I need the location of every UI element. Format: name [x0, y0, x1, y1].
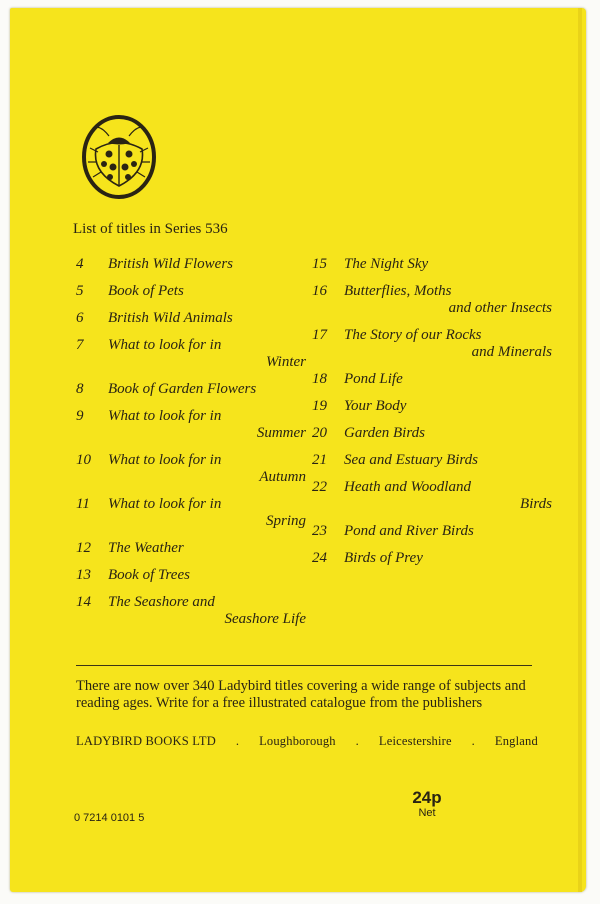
title-number: 5: [76, 283, 84, 299]
title-text-continued: Autumn: [259, 469, 306, 485]
title-list-item: [312, 523, 552, 540]
title-number: 14: [76, 594, 91, 610]
title-number: 16: [312, 283, 327, 299]
price-label: [405, 788, 449, 819]
divider-rule: [76, 665, 532, 666]
title-number: 12: [76, 540, 91, 556]
title-number: 11: [76, 496, 90, 512]
title-list-item: [76, 337, 306, 371]
title-list-item: [312, 398, 552, 415]
title-text: Book of Garden Flowers: [108, 381, 257, 397]
isbn: 0 7214 0101 5: [74, 812, 145, 824]
cover-edge: [578, 8, 582, 892]
address-town: Loughborough: [259, 734, 336, 748]
title-list-item: [76, 256, 306, 273]
series-heading: List of titles in Series 536: [73, 221, 228, 237]
title-number: 13: [76, 567, 91, 583]
ladybird-icon: [76, 114, 162, 200]
title-text: What to look for in: [108, 408, 222, 424]
title-text-continued: Winter: [266, 354, 306, 370]
title-text: Pond Life: [344, 371, 403, 387]
title-number: 24: [312, 550, 327, 566]
title-list-item: [76, 381, 306, 398]
title-list-right: [312, 256, 552, 567]
title-text: Your Body: [344, 398, 407, 414]
publisher-address: [76, 734, 538, 749]
title-list-item: [312, 550, 552, 567]
title-text: Book of Pets: [108, 283, 184, 299]
title-number: 18: [312, 371, 327, 387]
title-list-item: [76, 496, 306, 530]
title-list-item: [312, 452, 552, 469]
title-list-item: [312, 327, 552, 361]
title-text: The Story of our Rocks: [344, 327, 482, 343]
title-text-continued: Spring: [265, 513, 306, 529]
title-text: What to look for in: [108, 337, 222, 353]
title-list-item: [76, 594, 306, 628]
title-number: 6: [76, 310, 84, 326]
title-list-item: [76, 452, 306, 486]
title-number: 20: [312, 425, 327, 441]
title-number: 21: [312, 452, 327, 468]
title-text: British Wild Animals: [108, 310, 233, 326]
title-text: What to look for in: [108, 496, 222, 512]
title-list-item: [312, 425, 552, 442]
catalogue-blurb: There are now over 340 Ladybird titles covering a wide range of subjects and reading ages. Write for a free illustrated catalogue from the publishers: [76, 678, 526, 711]
title-list-item: [312, 283, 552, 317]
address-dot: .: [355, 734, 359, 748]
title-number: 10: [76, 452, 91, 468]
address-country: England: [494, 734, 538, 748]
title-list-item: [76, 310, 306, 327]
price-amount: 24p: [412, 788, 442, 807]
title-text-continued: Summer: [256, 425, 306, 441]
title-number: 17: [312, 327, 327, 343]
title-list-item: [312, 479, 552, 513]
title-text: What to look for in: [108, 452, 222, 468]
address-dot: .: [471, 734, 475, 748]
title-text: Book of Trees: [108, 567, 190, 583]
title-list-item: [76, 567, 306, 584]
price-net: Net: [418, 807, 436, 819]
title-text: The Seashore and: [108, 594, 215, 610]
title-text: Butterflies, Moths: [344, 283, 452, 299]
title-number: 23: [312, 523, 327, 539]
title-text-continued: Seashore Life: [224, 611, 306, 627]
title-list-left: [76, 256, 306, 628]
title-number: 22: [312, 479, 327, 495]
title-number: 7: [76, 337, 84, 353]
address-county: Leicestershire: [378, 734, 452, 748]
address-dot: .: [235, 734, 240, 748]
title-text-continued: and Minerals: [471, 344, 552, 360]
title-list-item: [312, 371, 552, 388]
title-list-item: [312, 256, 552, 273]
title-number: 15: [312, 256, 327, 272]
title-list-item: [76, 408, 306, 442]
title-number: 8: [76, 381, 84, 397]
title-text: The Weather: [108, 540, 184, 556]
title-text: Pond and River Birds: [344, 523, 474, 539]
title-number: 9: [76, 408, 84, 424]
title-text: Birds of Prey: [344, 550, 423, 566]
title-text: British Wild Flowers: [108, 256, 234, 272]
title-number: 19: [312, 398, 327, 414]
title-text: Garden Birds: [344, 425, 425, 441]
title-text: The Night Sky: [344, 256, 429, 272]
title-text-continued: Birds: [520, 496, 552, 512]
publisher-name: LADYBIRD BOOKS LTD: [76, 734, 216, 748]
title-text: Heath and Woodland: [344, 479, 471, 495]
title-list-item: [76, 283, 306, 300]
book-back-cover: [10, 8, 586, 892]
title-number: 4: [76, 256, 84, 272]
title-list-item: [76, 540, 306, 557]
title-text-continued: and other Insects: [448, 300, 552, 316]
title-text: Sea and Estuary Birds: [344, 452, 479, 468]
